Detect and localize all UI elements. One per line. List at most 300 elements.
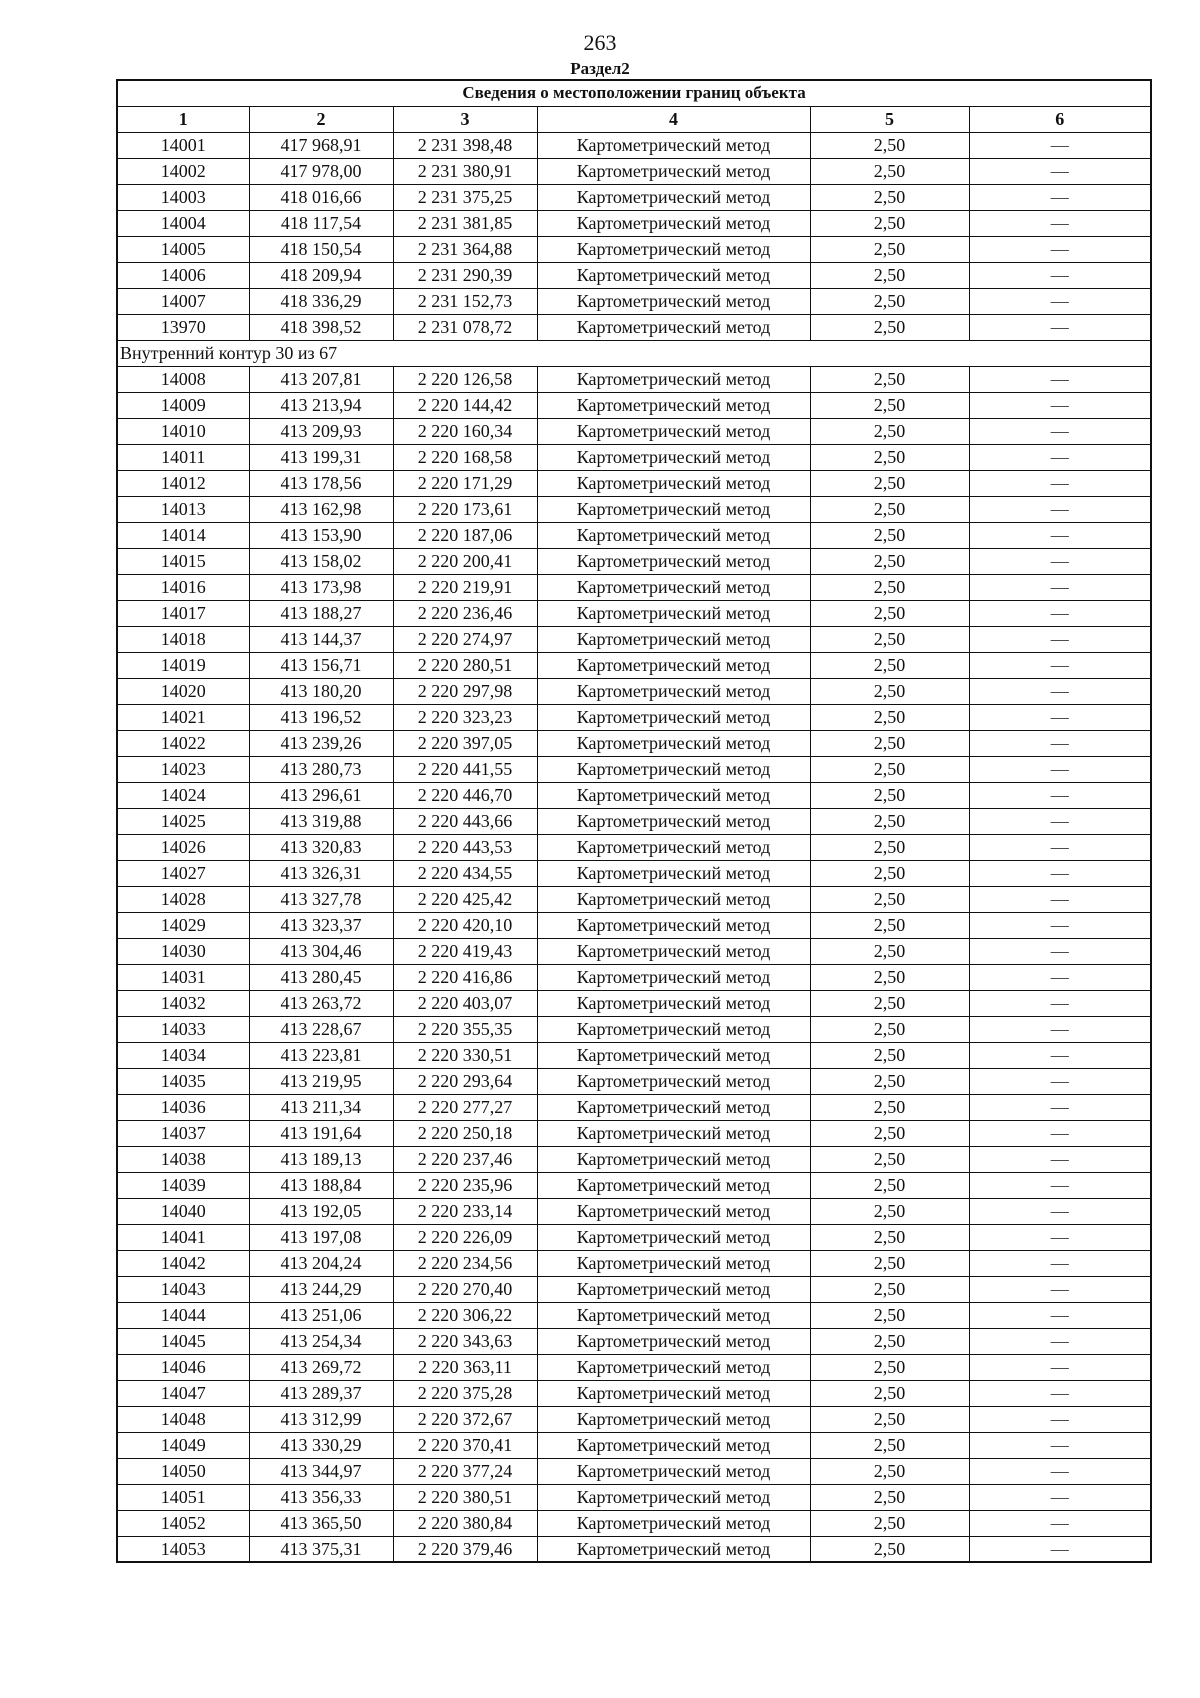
note-cell: — xyxy=(969,1068,1151,1094)
x-coordinate-cell: 413 320,83 xyxy=(249,834,393,860)
note-cell: — xyxy=(969,236,1151,262)
accuracy-cell: 2,50 xyxy=(810,964,969,990)
y-coordinate-cell: 2 220 173,61 xyxy=(393,496,537,522)
method-cell: Картометрический метод xyxy=(537,366,810,392)
table-row xyxy=(117,158,1151,184)
table-row xyxy=(117,1302,1151,1328)
point-number-cell: 14051 xyxy=(117,1484,249,1510)
x-coordinate-cell: 413 180,20 xyxy=(249,678,393,704)
point-number-cell: 14044 xyxy=(117,1302,249,1328)
note-cell: — xyxy=(969,678,1151,704)
x-coordinate-cell: 413 365,50 xyxy=(249,1510,393,1536)
y-coordinate-cell: 2 220 168,58 xyxy=(393,444,537,470)
x-coordinate-cell: 418 336,29 xyxy=(249,288,393,314)
table-row xyxy=(117,1198,1151,1224)
point-number-cell: 14035 xyxy=(117,1068,249,1094)
x-coordinate-cell: 413 156,71 xyxy=(249,652,393,678)
note-cell: — xyxy=(969,1380,1151,1406)
accuracy-cell: 2,50 xyxy=(810,1432,969,1458)
method-cell: Картометрический метод xyxy=(537,1016,810,1042)
point-number-cell: 14038 xyxy=(117,1146,249,1172)
point-number-cell: 14032 xyxy=(117,990,249,1016)
x-coordinate-cell: 413 263,72 xyxy=(249,990,393,1016)
note-cell: — xyxy=(969,1302,1151,1328)
y-coordinate-cell: 2 220 187,06 xyxy=(393,522,537,548)
method-cell: Картометрический метод xyxy=(537,678,810,704)
point-number-cell: 14018 xyxy=(117,626,249,652)
table-row xyxy=(117,704,1151,730)
point-number-cell: 14012 xyxy=(117,470,249,496)
note-cell: — xyxy=(969,1510,1151,1536)
accuracy-cell: 2,50 xyxy=(810,314,969,340)
point-number-cell: 14026 xyxy=(117,834,249,860)
note-cell: — xyxy=(969,1146,1151,1172)
column-header: 1 xyxy=(117,106,249,132)
table-row xyxy=(117,1484,1151,1510)
accuracy-cell: 2,50 xyxy=(810,938,969,964)
note-cell: — xyxy=(969,1354,1151,1380)
note-cell: — xyxy=(969,756,1151,782)
method-cell: Картометрический метод xyxy=(537,990,810,1016)
y-coordinate-cell: 2 231 398,48 xyxy=(393,132,537,158)
y-coordinate-cell: 2 220 380,51 xyxy=(393,1484,537,1510)
note-cell: — xyxy=(969,860,1151,886)
accuracy-cell: 2,50 xyxy=(810,1250,969,1276)
y-coordinate-cell: 2 220 419,43 xyxy=(393,938,537,964)
table-row xyxy=(117,1042,1151,1068)
x-coordinate-cell: 413 223,81 xyxy=(249,1042,393,1068)
x-coordinate-cell: 413 188,84 xyxy=(249,1172,393,1198)
note-cell: — xyxy=(969,288,1151,314)
method-cell: Картометрический метод xyxy=(537,1198,810,1224)
method-cell: Картометрический метод xyxy=(537,652,810,678)
note-cell: — xyxy=(969,522,1151,548)
method-cell: Картометрический метод xyxy=(537,1094,810,1120)
note-cell: — xyxy=(969,600,1151,626)
accuracy-cell: 2,50 xyxy=(810,912,969,938)
method-cell: Картометрический метод xyxy=(537,808,810,834)
accuracy-cell: 2,50 xyxy=(810,470,969,496)
x-coordinate-cell: 413 330,29 xyxy=(249,1432,393,1458)
table-row xyxy=(117,1406,1151,1432)
x-coordinate-cell: 413 162,98 xyxy=(249,496,393,522)
accuracy-cell: 2,50 xyxy=(810,600,969,626)
accuracy-cell: 2,50 xyxy=(810,392,969,418)
method-cell: Картометрический метод xyxy=(537,1146,810,1172)
y-coordinate-cell: 2 220 235,96 xyxy=(393,1172,537,1198)
accuracy-cell: 2,50 xyxy=(810,834,969,860)
method-cell: Картометрический метод xyxy=(537,418,810,444)
y-coordinate-cell: 2 220 233,14 xyxy=(393,1198,537,1224)
accuracy-cell: 2,50 xyxy=(810,1458,969,1484)
note-cell: — xyxy=(969,886,1151,912)
y-coordinate-cell: 2 220 250,18 xyxy=(393,1120,537,1146)
table-row xyxy=(117,548,1151,574)
point-number-cell: 14002 xyxy=(117,158,249,184)
method-cell: Картометрический метод xyxy=(537,158,810,184)
point-number-cell: 14007 xyxy=(117,288,249,314)
x-coordinate-cell: 413 375,31 xyxy=(249,1536,393,1562)
accuracy-cell: 2,50 xyxy=(810,1276,969,1302)
accuracy-cell: 2,50 xyxy=(810,236,969,262)
point-number-cell: 14039 xyxy=(117,1172,249,1198)
method-cell: Картометрический метод xyxy=(537,522,810,548)
x-coordinate-cell: 413 269,72 xyxy=(249,1354,393,1380)
table-row xyxy=(117,574,1151,600)
method-cell: Картометрический метод xyxy=(537,1432,810,1458)
table-row xyxy=(117,1354,1151,1380)
accuracy-cell: 2,50 xyxy=(810,522,969,548)
note-cell: — xyxy=(969,626,1151,652)
accuracy-cell: 2,50 xyxy=(810,1146,969,1172)
table-row xyxy=(117,366,1151,392)
y-coordinate-cell: 2 220 200,41 xyxy=(393,548,537,574)
method-cell: Картометрический метод xyxy=(537,392,810,418)
accuracy-cell: 2,50 xyxy=(810,184,969,210)
method-cell: Картометрический метод xyxy=(537,314,810,340)
y-coordinate-cell: 2 220 441,55 xyxy=(393,756,537,782)
x-coordinate-cell: 413 209,93 xyxy=(249,418,393,444)
point-number-cell: 14028 xyxy=(117,886,249,912)
accuracy-cell: 2,50 xyxy=(810,158,969,184)
x-coordinate-cell: 418 209,94 xyxy=(249,262,393,288)
y-coordinate-cell: 2 220 420,10 xyxy=(393,912,537,938)
note-cell: — xyxy=(969,444,1151,470)
table-row xyxy=(117,964,1151,990)
y-coordinate-cell: 2 231 380,91 xyxy=(393,158,537,184)
accuracy-cell: 2,50 xyxy=(810,574,969,600)
table-row xyxy=(117,626,1151,652)
table-row xyxy=(117,314,1151,340)
table-row xyxy=(117,470,1151,496)
method-cell: Картометрический метод xyxy=(537,886,810,912)
column-header: 5 xyxy=(810,106,969,132)
table-row xyxy=(117,1250,1151,1276)
y-coordinate-cell: 2 220 270,40 xyxy=(393,1276,537,1302)
method-cell: Картометрический метод xyxy=(537,1302,810,1328)
point-number-cell: 14045 xyxy=(117,1328,249,1354)
table-row xyxy=(117,288,1151,314)
accuracy-cell: 2,50 xyxy=(810,626,969,652)
accuracy-cell: 2,50 xyxy=(810,1094,969,1120)
x-coordinate-cell: 413 192,05 xyxy=(249,1198,393,1224)
y-coordinate-cell: 2 220 274,97 xyxy=(393,626,537,652)
method-cell: Картометрический метод xyxy=(537,548,810,574)
method-cell: Картометрический метод xyxy=(537,1458,810,1484)
x-coordinate-cell: 413 211,34 xyxy=(249,1094,393,1120)
accuracy-cell: 2,50 xyxy=(810,730,969,756)
x-coordinate-cell: 413 196,52 xyxy=(249,704,393,730)
note-cell: — xyxy=(969,1094,1151,1120)
table-row xyxy=(117,990,1151,1016)
x-coordinate-cell: 413 204,24 xyxy=(249,1250,393,1276)
accuracy-cell: 2,50 xyxy=(810,886,969,912)
table-body xyxy=(117,132,1151,1562)
note-cell: — xyxy=(969,418,1151,444)
table-row xyxy=(117,730,1151,756)
point-number-cell: 14013 xyxy=(117,496,249,522)
accuracy-cell: 2,50 xyxy=(810,860,969,886)
note-cell: — xyxy=(969,834,1151,860)
table-row xyxy=(117,522,1151,548)
method-cell: Картометрический метод xyxy=(537,1484,810,1510)
y-coordinate-cell: 2 231 290,39 xyxy=(393,262,537,288)
x-coordinate-cell: 413 323,37 xyxy=(249,912,393,938)
method-cell: Картометрический метод xyxy=(537,1172,810,1198)
table-row xyxy=(117,1172,1151,1198)
method-cell: Картометрический метод xyxy=(537,1042,810,1068)
note-cell: — xyxy=(969,574,1151,600)
y-coordinate-cell: 2 231 152,73 xyxy=(393,288,537,314)
accuracy-cell: 2,50 xyxy=(810,678,969,704)
point-number-cell: 14046 xyxy=(117,1354,249,1380)
table-row xyxy=(117,1380,1151,1406)
note-cell: — xyxy=(969,548,1151,574)
point-number-cell: 14023 xyxy=(117,756,249,782)
accuracy-cell: 2,50 xyxy=(810,1406,969,1432)
table-row xyxy=(117,262,1151,288)
point-number-cell: 14017 xyxy=(117,600,249,626)
note-cell: — xyxy=(969,470,1151,496)
boundary-coordinates-table xyxy=(116,79,1152,1563)
method-cell: Картометрический метод xyxy=(537,730,810,756)
table-row xyxy=(117,1224,1151,1250)
point-number-cell: 14009 xyxy=(117,392,249,418)
table-row xyxy=(117,1120,1151,1146)
y-coordinate-cell: 2 220 446,70 xyxy=(393,782,537,808)
accuracy-cell: 2,50 xyxy=(810,990,969,1016)
note-cell: — xyxy=(969,210,1151,236)
method-cell: Картометрический метод xyxy=(537,444,810,470)
x-coordinate-cell: 413 280,73 xyxy=(249,756,393,782)
x-coordinate-cell: 413 188,27 xyxy=(249,600,393,626)
table-row xyxy=(117,236,1151,262)
note-cell: — xyxy=(969,184,1151,210)
note-cell: — xyxy=(969,392,1151,418)
y-coordinate-cell: 2 220 370,41 xyxy=(393,1432,537,1458)
note-cell: — xyxy=(969,1198,1151,1224)
accuracy-cell: 2,50 xyxy=(810,1302,969,1328)
note-cell: — xyxy=(969,314,1151,340)
table-row xyxy=(117,1094,1151,1120)
method-cell: Картометрический метод xyxy=(537,1380,810,1406)
table-row xyxy=(117,678,1151,704)
table-row xyxy=(117,1068,1151,1094)
x-coordinate-cell: 413 304,46 xyxy=(249,938,393,964)
accuracy-cell: 2,50 xyxy=(810,1328,969,1354)
point-number-cell: 14021 xyxy=(117,704,249,730)
accuracy-cell: 2,50 xyxy=(810,782,969,808)
table-row xyxy=(117,184,1151,210)
x-coordinate-cell: 413 153,90 xyxy=(249,522,393,548)
point-number-cell: 13970 xyxy=(117,314,249,340)
point-number-cell: 14029 xyxy=(117,912,249,938)
column-header: 3 xyxy=(393,106,537,132)
note-cell: — xyxy=(969,964,1151,990)
point-number-cell: 14005 xyxy=(117,236,249,262)
point-number-cell: 14022 xyxy=(117,730,249,756)
note-cell: — xyxy=(969,652,1151,678)
x-coordinate-cell: 413 326,31 xyxy=(249,860,393,886)
table-row xyxy=(117,1458,1151,1484)
method-cell: Картометрический метод xyxy=(537,132,810,158)
point-number-cell: 14004 xyxy=(117,210,249,236)
method-cell: Картометрический метод xyxy=(537,1276,810,1302)
method-cell: Картометрический метод xyxy=(537,834,810,860)
point-number-cell: 14014 xyxy=(117,522,249,548)
method-cell: Картометрический метод xyxy=(537,626,810,652)
y-coordinate-cell: 2 220 355,35 xyxy=(393,1016,537,1042)
table-row xyxy=(117,756,1151,782)
point-number-cell: 14030 xyxy=(117,938,249,964)
method-cell: Картометрический метод xyxy=(537,184,810,210)
method-cell: Картометрический метод xyxy=(537,964,810,990)
y-coordinate-cell: 2 220 397,05 xyxy=(393,730,537,756)
column-header: 4 xyxy=(537,106,810,132)
y-coordinate-cell: 2 231 078,72 xyxy=(393,314,537,340)
y-coordinate-cell: 2 220 330,51 xyxy=(393,1042,537,1068)
table-row xyxy=(117,600,1151,626)
y-coordinate-cell: 2 220 126,58 xyxy=(393,366,537,392)
method-cell: Картометрический метод xyxy=(537,262,810,288)
y-coordinate-cell: 2 220 293,64 xyxy=(393,1068,537,1094)
point-number-cell: 14008 xyxy=(117,366,249,392)
y-coordinate-cell: 2 220 380,84 xyxy=(393,1510,537,1536)
method-cell: Картометрический метод xyxy=(537,288,810,314)
column-header-row xyxy=(117,106,1151,132)
method-cell: Картометрический метод xyxy=(537,574,810,600)
table-row xyxy=(117,1146,1151,1172)
point-number-cell: 14040 xyxy=(117,1198,249,1224)
note-cell: — xyxy=(969,990,1151,1016)
note-cell: — xyxy=(969,782,1151,808)
method-cell: Картометрический метод xyxy=(537,704,810,730)
accuracy-cell: 2,50 xyxy=(810,444,969,470)
table-row xyxy=(117,782,1151,808)
point-number-cell: 14031 xyxy=(117,964,249,990)
accuracy-cell: 2,50 xyxy=(810,1042,969,1068)
y-coordinate-cell: 2 220 226,09 xyxy=(393,1224,537,1250)
y-coordinate-cell: 2 220 234,56 xyxy=(393,1250,537,1276)
y-coordinate-cell: 2 220 277,27 xyxy=(393,1094,537,1120)
x-coordinate-cell: 413 312,99 xyxy=(249,1406,393,1432)
table-row xyxy=(117,1276,1151,1302)
point-number-cell: 14049 xyxy=(117,1432,249,1458)
point-number-cell: 14025 xyxy=(117,808,249,834)
y-coordinate-cell: 2 220 434,55 xyxy=(393,860,537,886)
note-cell: — xyxy=(969,808,1151,834)
y-coordinate-cell: 2 220 443,53 xyxy=(393,834,537,860)
method-cell: Картометрический метод xyxy=(537,496,810,522)
accuracy-cell: 2,50 xyxy=(810,210,969,236)
x-coordinate-cell: 413 251,06 xyxy=(249,1302,393,1328)
table-row xyxy=(117,1016,1151,1042)
accuracy-cell: 2,50 xyxy=(810,1536,969,1562)
point-number-cell: 14006 xyxy=(117,262,249,288)
table-row xyxy=(117,652,1151,678)
note-cell: — xyxy=(969,1250,1151,1276)
accuracy-cell: 2,50 xyxy=(810,366,969,392)
note-cell: — xyxy=(969,1016,1151,1042)
method-cell: Картометрический метод xyxy=(537,1120,810,1146)
method-cell: Картометрический метод xyxy=(537,600,810,626)
method-cell: Картометрический метод xyxy=(537,1328,810,1354)
y-coordinate-cell: 2 220 363,11 xyxy=(393,1354,537,1380)
x-coordinate-cell: 417 978,00 xyxy=(249,158,393,184)
x-coordinate-cell: 413 199,31 xyxy=(249,444,393,470)
x-coordinate-cell: 413 319,88 xyxy=(249,808,393,834)
note-cell: — xyxy=(969,132,1151,158)
table-row xyxy=(117,808,1151,834)
contour-heading: Внутренний контур 30 из 67 xyxy=(117,340,1151,366)
accuracy-cell: 2,50 xyxy=(810,1380,969,1406)
method-cell: Картометрический метод xyxy=(537,782,810,808)
accuracy-cell: 2,50 xyxy=(810,808,969,834)
x-coordinate-cell: 413 144,37 xyxy=(249,626,393,652)
method-cell: Картометрический метод xyxy=(537,210,810,236)
table-row xyxy=(117,886,1151,912)
y-coordinate-cell: 2 220 236,46 xyxy=(393,600,537,626)
accuracy-cell: 2,50 xyxy=(810,1354,969,1380)
y-coordinate-cell: 2 231 381,85 xyxy=(393,210,537,236)
point-number-cell: 14015 xyxy=(117,548,249,574)
x-coordinate-cell: 413 191,64 xyxy=(249,1120,393,1146)
point-number-cell: 14053 xyxy=(117,1536,249,1562)
accuracy-cell: 2,50 xyxy=(810,1068,969,1094)
table-row xyxy=(117,1536,1151,1562)
y-coordinate-cell: 2 220 237,46 xyxy=(393,1146,537,1172)
method-cell: Картометрический метод xyxy=(537,1354,810,1380)
x-coordinate-cell: 413 289,37 xyxy=(249,1380,393,1406)
point-number-cell: 14019 xyxy=(117,652,249,678)
accuracy-cell: 2,50 xyxy=(810,418,969,444)
method-cell: Картометрический метод xyxy=(537,1406,810,1432)
point-number-cell: 14041 xyxy=(117,1224,249,1250)
section-title: Раздел2 xyxy=(570,59,630,78)
accuracy-cell: 2,50 xyxy=(810,1484,969,1510)
point-number-cell: 14047 xyxy=(117,1380,249,1406)
column-header: 2 xyxy=(249,106,393,132)
point-number-cell: 14001 xyxy=(117,132,249,158)
method-cell: Картометрический метод xyxy=(537,236,810,262)
y-coordinate-cell: 2 220 323,23 xyxy=(393,704,537,730)
method-cell: Картометрический метод xyxy=(537,860,810,886)
note-cell: — xyxy=(969,1042,1151,1068)
note-cell: — xyxy=(969,938,1151,964)
note-cell: — xyxy=(969,730,1151,756)
accuracy-cell: 2,50 xyxy=(810,1016,969,1042)
y-coordinate-cell: 2 220 377,24 xyxy=(393,1458,537,1484)
x-coordinate-cell: 413 327,78 xyxy=(249,886,393,912)
x-coordinate-cell: 418 016,66 xyxy=(249,184,393,210)
y-coordinate-cell: 2 220 306,22 xyxy=(393,1302,537,1328)
note-cell: — xyxy=(969,1276,1151,1302)
y-coordinate-cell: 2 220 144,42 xyxy=(393,392,537,418)
accuracy-cell: 2,50 xyxy=(810,1172,969,1198)
method-cell: Картометрический метод xyxy=(537,1510,810,1536)
accuracy-cell: 2,50 xyxy=(810,548,969,574)
table-row xyxy=(117,496,1151,522)
y-coordinate-cell: 2 220 443,66 xyxy=(393,808,537,834)
method-cell: Картометрический метод xyxy=(537,470,810,496)
y-coordinate-cell: 2 220 372,67 xyxy=(393,1406,537,1432)
y-coordinate-cell: 2 220 425,42 xyxy=(393,886,537,912)
accuracy-cell: 2,50 xyxy=(810,756,969,782)
x-coordinate-cell: 413 254,34 xyxy=(249,1328,393,1354)
x-coordinate-cell: 418 398,52 xyxy=(249,314,393,340)
note-cell: — xyxy=(969,1458,1151,1484)
note-cell: — xyxy=(969,1224,1151,1250)
